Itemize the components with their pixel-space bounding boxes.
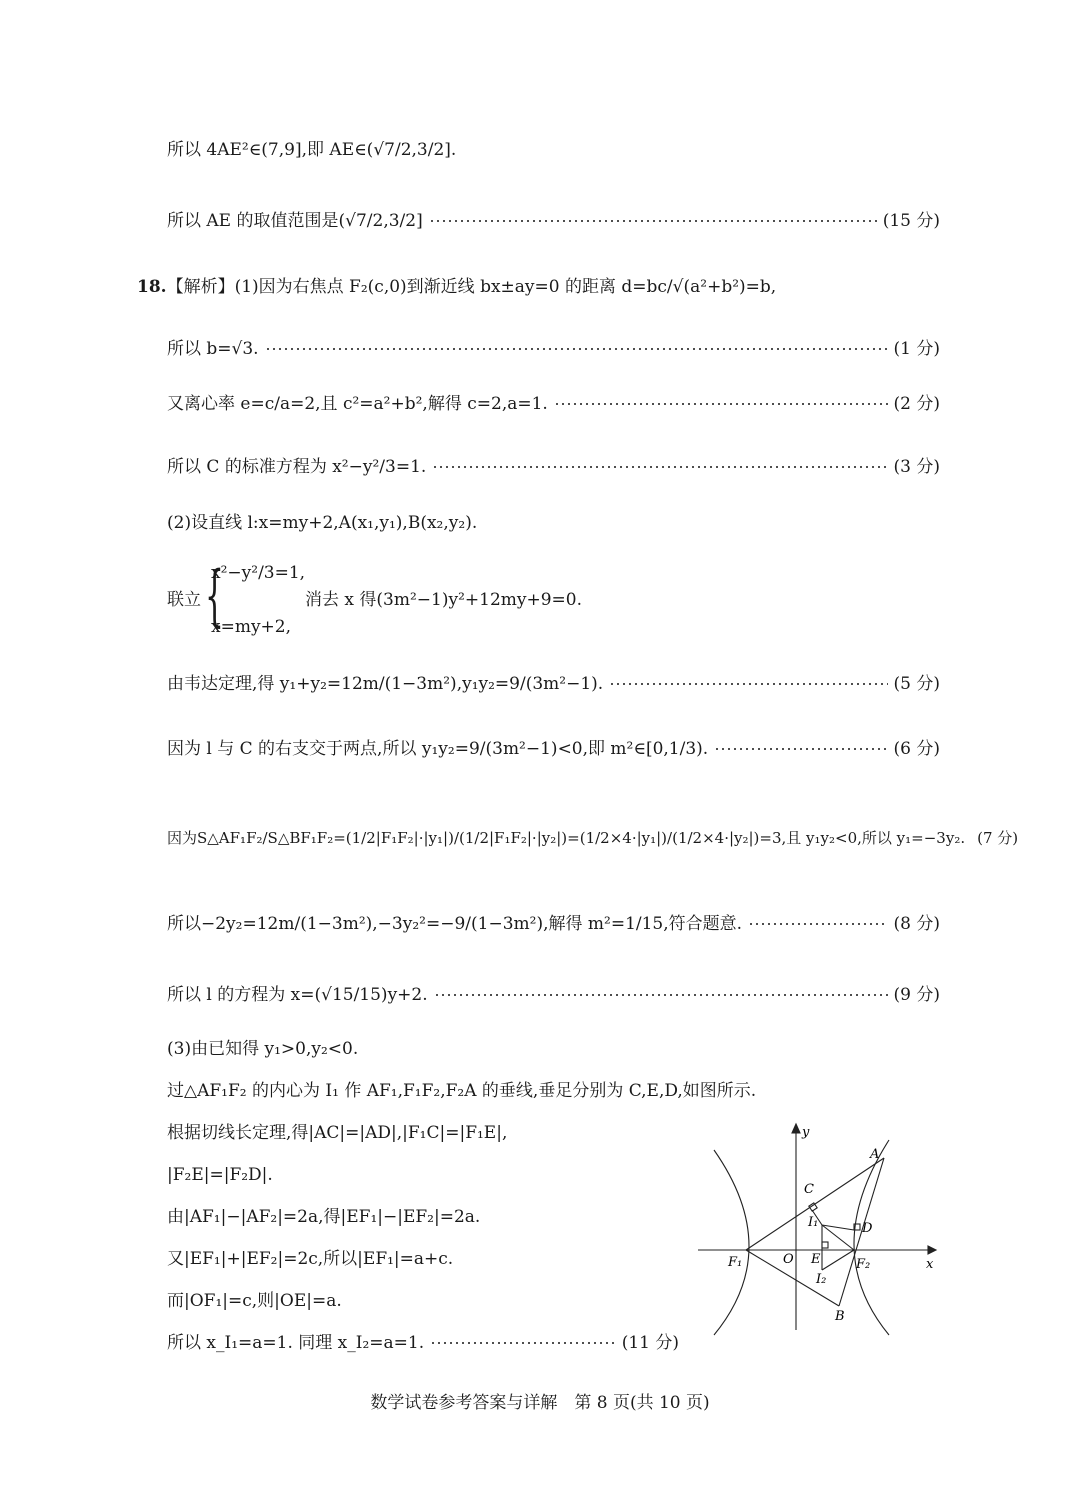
segment-I2F2 bbox=[822, 1250, 854, 1270]
text-line bbox=[167, 1037, 358, 1061]
text-line bbox=[167, 1163, 273, 1187]
text-line bbox=[167, 1079, 756, 1103]
brace-icon: { bbox=[205, 557, 224, 634]
line-text: 所以 4AE²∈(7,9],即 AE∈(√7/2,3/2]. bbox=[167, 140, 457, 160]
score-label: (9 分) bbox=[893, 985, 940, 1005]
label-I1: I₁ bbox=[808, 1215, 819, 1230]
page-footer: 数学试卷参考答案与详解 第 8 页(共 10 页) bbox=[370, 1393, 710, 1413]
score-label: (1 分) bbox=[893, 339, 940, 359]
score-label: (6 分) bbox=[893, 739, 940, 759]
label-D: D bbox=[862, 1221, 873, 1236]
score-line bbox=[167, 455, 940, 479]
score-label: (11 分) bbox=[621, 1333, 679, 1353]
text-line bbox=[167, 1121, 507, 1145]
line-text: 由|AF₁|−|AF₂|=2a,得|EF₁|−|EF₂|=2a. bbox=[167, 1207, 481, 1227]
leader-dots bbox=[609, 683, 887, 685]
text-line bbox=[167, 1247, 453, 1271]
score-label: (2 分) bbox=[893, 394, 940, 414]
x-axis-arrow-icon bbox=[928, 1246, 936, 1254]
line-text: 所以 AE 的取值范围是(√7/2,3/2] bbox=[167, 211, 423, 231]
text-line bbox=[167, 511, 477, 535]
line-text: 而|OF₁|=c,则|OE|=a. bbox=[167, 1291, 342, 1311]
score-label: (5 分) bbox=[893, 674, 940, 694]
line-text: 所以 x_I₁=a=1. 同理 x_I₂=a=1. bbox=[167, 1333, 425, 1353]
system-result: 消去 x 得(3m²−1)y²+12my+9=0. bbox=[305, 590, 583, 610]
label-C: C bbox=[804, 1182, 814, 1197]
label-O: O bbox=[783, 1252, 794, 1267]
label-A: A bbox=[870, 1147, 880, 1162]
score-line bbox=[167, 912, 940, 936]
label-E: E bbox=[811, 1252, 821, 1267]
leader-dots bbox=[432, 466, 887, 468]
score-line bbox=[167, 672, 940, 696]
score-line bbox=[167, 826, 1019, 850]
leader-dots bbox=[748, 923, 887, 925]
system-equation-1: x²−y²/3=1, bbox=[211, 563, 306, 583]
hyperbola-figure bbox=[694, 1120, 944, 1340]
leader-dots bbox=[714, 748, 887, 750]
question-number: 18. bbox=[137, 277, 167, 297]
line-text: 所以 C 的标准方程为 x²−y²/3=1. bbox=[167, 457, 427, 477]
line-text: 所以−2y₂=12m/(1−3m²),−3y₂²=−9/(1−3m²),解得 m²=1/15,符合题意. bbox=[167, 914, 743, 934]
label-y: y bbox=[802, 1125, 810, 1140]
text-line bbox=[167, 138, 456, 162]
system-prefix: 联立 bbox=[167, 590, 201, 610]
score-line bbox=[167, 1331, 679, 1355]
line-text: (1)因为右焦点 F₂(c,0)到渐近线 bx±ay=0 的距离 d=bc/√(a²+b²)=b, bbox=[234, 277, 777, 297]
text-line bbox=[167, 1205, 480, 1229]
leader-dots bbox=[434, 994, 888, 996]
label-x: x bbox=[926, 1257, 934, 1272]
leader-dots bbox=[265, 348, 888, 350]
line-text: (2)设直线 l:x=my+2,A(x₁,y₁),B(x₂,y₂). bbox=[167, 513, 478, 533]
right-branch bbox=[854, 1140, 889, 1335]
line-text: (3)由已知得 y₁>0,y₂<0. bbox=[167, 1039, 359, 1059]
leader-dots bbox=[430, 1342, 616, 1344]
analysis-tag: 【解析】 bbox=[166, 277, 235, 297]
line-text: 过△AF₁F₂ 的内心为 I₁ 作 AF₁,F₁F₂,F₂A 的垂线,垂足分别为 C,E,D,如图所示. bbox=[167, 1081, 757, 1101]
line-text: 又离心率 e=c/a=2,且 c²=a²+b²,解得 c=2,a=1. bbox=[167, 394, 548, 414]
text-line bbox=[167, 1289, 342, 1313]
label-F1: F₁ bbox=[728, 1255, 743, 1270]
score-line bbox=[167, 209, 940, 233]
line-text: 由韦达定理,得 y₁+y₂=12m/(1−3m²),y₁y₂=9/(3m²−1). bbox=[167, 674, 604, 694]
score-label: (15 分) bbox=[882, 211, 940, 231]
leader-dots bbox=[554, 403, 888, 405]
score-label: (8 分) bbox=[893, 914, 940, 934]
label-B: B bbox=[835, 1309, 845, 1324]
y-axis-arrow-icon bbox=[792, 1124, 800, 1133]
right-angle-mark bbox=[822, 1242, 828, 1248]
line-text: 因为 l 与 C 的右支交于两点,所以 y₁y₂=9/(3m²−1)<0,即 m²∈[0,1/3). bbox=[167, 739, 709, 759]
score-label: (7 分) bbox=[977, 829, 1019, 847]
label-I2: I₂ bbox=[816, 1272, 827, 1287]
question-18-header bbox=[137, 275, 776, 299]
line-text: 因为S△AF₁F₂/S△BF₁F₂=(1/2|F₁F₂|·|y₁|)/(1/2|F₁F₂|·|y₂|)=(1/2×4·|y₁|)/(1/2×4·|y₂|)=3,且 y₁y₂<0,所以 y₁=−3y₂. bbox=[167, 829, 966, 847]
line-text: 所以 b=√3. bbox=[167, 339, 259, 359]
system-equation-2: x=my+2, bbox=[211, 617, 292, 637]
line-text: 根据切线长定理,得|AC|=|AD|,|F₁C|=|F₁E|, bbox=[167, 1123, 508, 1143]
score-line bbox=[167, 983, 940, 1007]
score-line bbox=[167, 392, 940, 416]
score-line bbox=[167, 737, 940, 761]
leader-dots bbox=[429, 220, 877, 222]
score-label: (3 分) bbox=[893, 457, 940, 477]
left-branch bbox=[714, 1150, 749, 1335]
score-line bbox=[167, 337, 940, 361]
line-text: 又|EF₁|+|EF₂|=2c,所以|EF₁|=a+c. bbox=[167, 1249, 454, 1269]
line-text: 所以 l 的方程为 x=(√15/15)y+2. bbox=[167, 985, 428, 1005]
label-F2: F₂ bbox=[856, 1257, 871, 1272]
line-text: |F₂E|=|F₂D|. bbox=[167, 1165, 273, 1185]
